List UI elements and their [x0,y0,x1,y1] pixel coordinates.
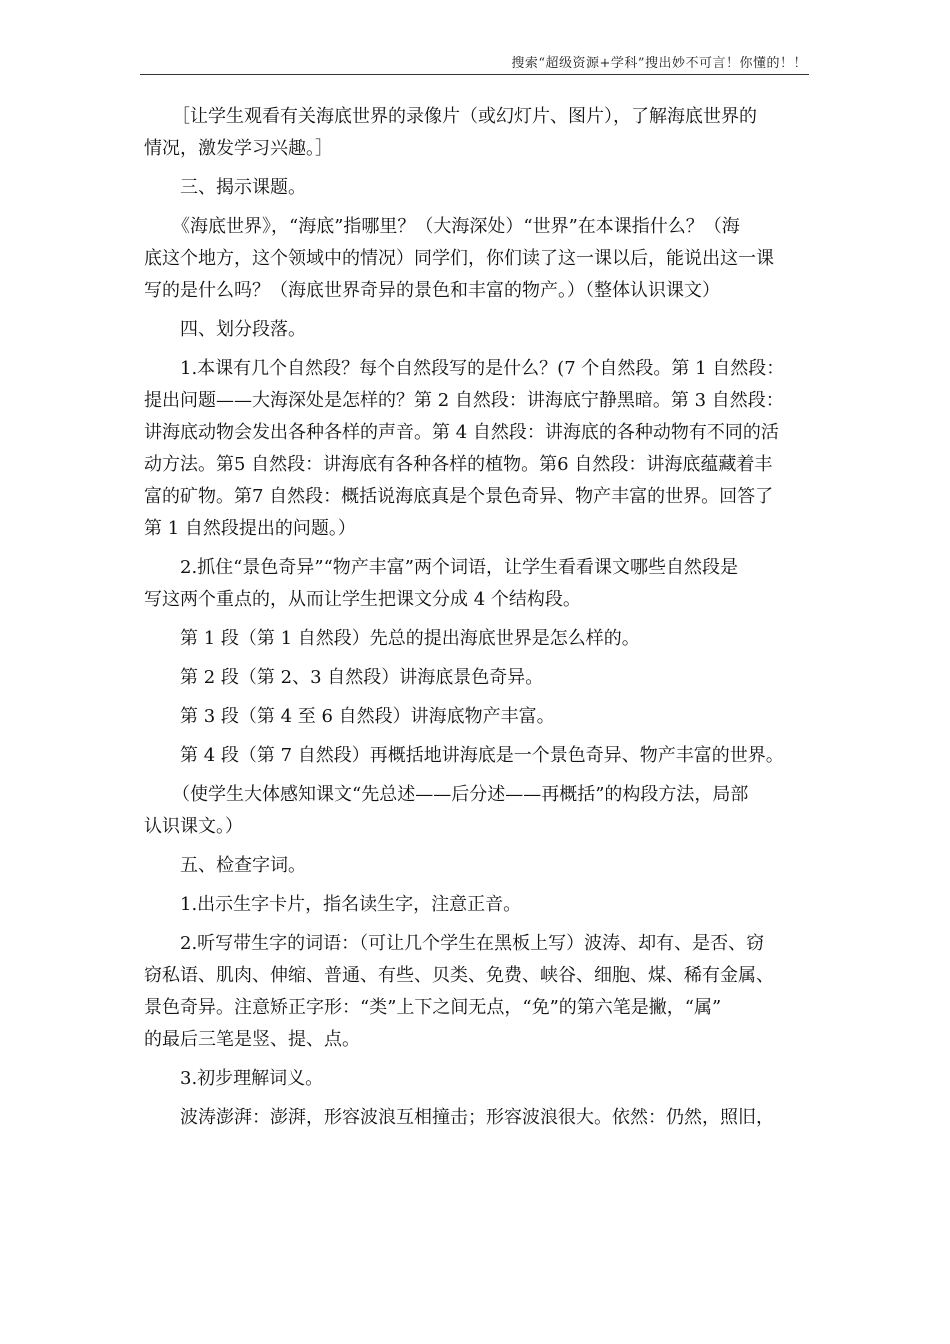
text-line: 富的矿物。第7 自然段：概括说海底真是个景色奇异、物产丰富的世界。回答了 [144,486,774,507]
page-header [140,56,809,75]
paragraph-intro [144,101,816,165]
text-line: ［让学生观看有关海底世界的录像片（或幻灯片、图片），了解海底世界的 [172,106,757,127]
text-line: 第 1 自然段提出的问题。） [144,518,356,539]
text-line: 2.听写带生字的词语：（可让几个学生在黑板上写）波涛、却有、是否、窃 [180,933,765,954]
text-line: 第 2 段（第 2、3 自然段）讲海底景色奇异。 [180,667,544,688]
text-line: 3.初步理解词义。 [180,1068,324,1089]
paragraph-item-2 [144,552,816,616]
text-line: 写的是什么吗？（海底世界奇异的景色和丰富的物产。）（整体认识课文） [144,280,720,301]
paragraph-topic [144,211,816,307]
text-line: 《海底世界》，“海底”指哪里？（大海深处）“世界”在本课指什么？（海 [172,216,740,237]
text-line: 四、划分段落。 [180,319,306,340]
document-body [144,101,816,1134]
paragraph-check-3 [144,1063,816,1095]
paragraph-item-1 [144,353,816,545]
section-heading-3 [144,172,816,204]
text-line: 写这两个重点的，从而让学生把课文分成 4 个结构段。 [144,589,581,610]
text-line: 1.出示生字卡片，指名读生字，注意正音。 [180,894,522,915]
text-line: 第 1 段（第 1 自然段）先总的提出海底世界是怎么样的。 [180,628,640,649]
text-line: 的最后三笔是竖、提、点。 [144,1029,360,1050]
paragraph-check-2 [144,928,816,1056]
text-line: 窃私语、肌肉、伸缩、普通、有些、贝类、免费、峡谷、细胞、煤、稀有金属、 [144,965,774,986]
text-line: 情况，激发学习兴趣。］ [144,138,333,159]
paragraph-vocab [144,1102,816,1134]
text-line: 景色奇异。注意矫正字形：“类”上下之间无点，“免”的第六笔是撇，“属” [144,997,722,1018]
text-line: 三、揭示课题。 [180,177,306,198]
text-line: 波涛澎湃：澎湃，形容波浪互相撞击；形容波浪很大。依然：仍然，照旧， [180,1107,774,1128]
paragraph-segment-1 [144,623,816,655]
paragraph-segment-4 [144,740,816,772]
section-heading-5 [144,850,816,882]
header-slogan: 搜索“超级资源+学科”搜出妙不可言！你懂的！！ [511,56,807,71]
text-line: 提出问题——大海深处是怎样的？第 2 自然段：讲海底宁静黑暗。第 3 自然段： [144,390,784,411]
text-line: 讲海底动物会发出各种各样的声音。第 4 自然段：讲海底的各种动物有不同的活 [144,422,779,443]
text-line: 第 3 段（第 4 至 6 自然段）讲海底物产丰富。 [180,706,555,727]
paragraph-segment-2 [144,662,816,694]
text-line: 1.本课有几个自然段？每个自然段写的是什么？(7 个自然段。第 1 自然段： [180,358,785,379]
text-line: 底这个地方，这个领域中的情况）同学们，你们读了这一课以后，能说出这一课 [144,248,774,269]
paragraph-check-1 [144,889,816,921]
text-line: 五、检查字词。 [180,855,306,876]
text-line: 动方法。第5 自然段：讲海底有各种各样的植物。第6 自然段：讲海底蕴藏着丰 [144,454,773,475]
text-line: 2.抓住“景色奇异”“物产丰富”两个词语，让学生看看课文哪些自然段是 [180,557,738,578]
paragraph-note [144,779,816,843]
section-heading-4 [144,314,816,346]
paragraph-segment-3 [144,701,816,733]
text-line: （使学生大体感知课文“先总述——后分述——再概括”的构段方法，局部 [172,784,749,805]
text-line: 第 4 段（第 7 自然段）再概括地讲海底是一个景色奇异、物产丰富的世界。 [180,745,784,766]
text-line: 认识课文。） [144,816,243,837]
